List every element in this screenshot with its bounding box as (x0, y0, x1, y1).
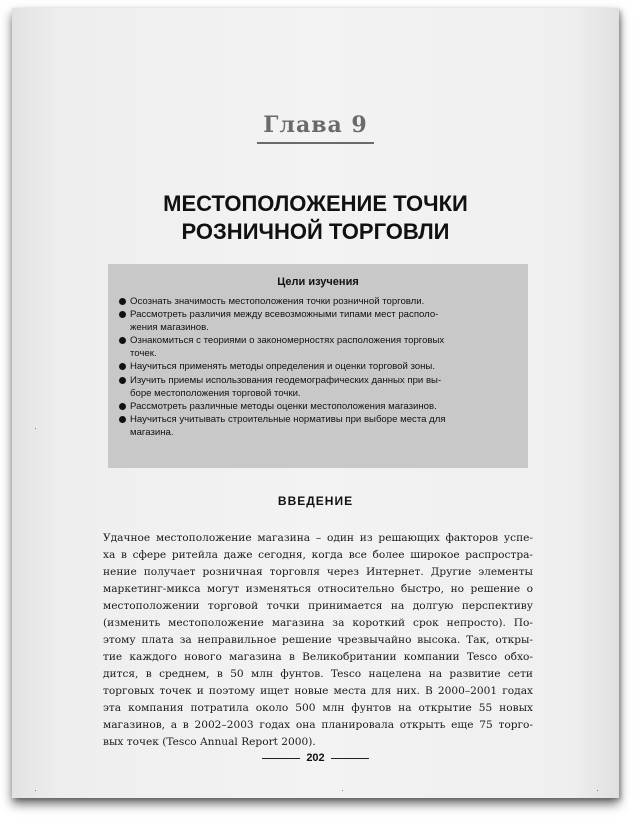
body-line: эта компания потратила около 500 млн фунтов на открытие 55 новых (103, 702, 533, 714)
chapter-title-line: МЕСТОПОЛОЖЕНИЕ ТОЧКИ (163, 191, 468, 216)
learning-goals-list (118, 295, 518, 439)
bullet-icon (119, 337, 126, 344)
goal-line: Научиться применять методы определения и оценки торговой зоны. (130, 361, 435, 373)
body-line: этому плата за неправильное решение чрезвычайно высока. Так, откры- (103, 634, 533, 646)
body-line: маркетинг-микса могут изменяться относительно быстро, но решение о (103, 583, 533, 595)
chapter-title (12, 190, 619, 246)
page-number: 202 (306, 752, 325, 764)
bullet-icon (119, 311, 126, 318)
goal-item (118, 334, 518, 360)
body-line: дится, в среднем, в 50 млн фунтов. Tesco нацелена на развитие сети (103, 668, 533, 680)
bullet-icon (119, 416, 126, 423)
learning-goals-heading: Цели изучения (277, 276, 359, 288)
chapter-label (12, 112, 619, 144)
body-line: торговых точек и поэтому ищет новые места для них. В 2000–2001 годах (103, 685, 533, 697)
goal-line: боре местоположения торговой точки. (130, 387, 301, 399)
crop-mark (342, 790, 343, 791)
body-line: (изменить местоположение магазина за короткий срок непросто). По- (103, 617, 533, 629)
bullet-icon (119, 377, 126, 384)
goal-item (118, 360, 518, 373)
goal-line: Рассмотреть различные методы оценки местоположения магазинов. (130, 400, 437, 412)
goal-item (118, 308, 518, 334)
bullet-icon (119, 298, 126, 305)
book-page (12, 8, 619, 798)
footer-rule-left (262, 758, 300, 759)
body-line: ха в сфере ритейла даже сегодня, когда все более широкое распростра- (103, 549, 533, 561)
goal-line: Ознакомиться с теориями о закономерностях расположения торговых (130, 335, 445, 347)
body-paragraph (103, 530, 533, 751)
goal-line: Осознать значимость местоположения точки розничной торговли. (130, 296, 425, 307)
bullet-icon (119, 363, 126, 370)
crop-mark (35, 428, 36, 429)
goal-line: Рассмотреть различия между всевозможными типами мест располо- (130, 309, 439, 321)
bullet-icon (119, 403, 126, 410)
learning-goals-box (108, 264, 528, 468)
body-line: местоположении торговой точки принимается на долгую перспективу (103, 600, 533, 612)
body-line: тие каждого нового магазина в Великобритании компании Tesco обхо- (103, 651, 533, 663)
chapter-label-text: Глава 9 (257, 112, 373, 144)
goal-item (118, 400, 518, 413)
body-line: нение получает розничная торговля через Интернет. Другие элементы (103, 566, 533, 578)
goal-line: Изучить приемы использования геодемографических данных при вы- (130, 374, 442, 386)
goal-line: точек. (130, 348, 157, 360)
section-heading: ВВЕДЕНИЕ (277, 494, 354, 508)
goal-line: жения магазинов. (130, 322, 209, 334)
crop-mark (35, 790, 36, 791)
footer-rule-right (331, 758, 369, 759)
goal-line: Научиться учитывать строительные нормативы при выборе места для (130, 413, 446, 425)
chapter-title-line: РОЗНИЧНОЙ ТОРГОВЛИ (181, 219, 450, 244)
goal-item (118, 295, 518, 308)
page-footer (12, 752, 619, 764)
goal-item (118, 413, 518, 439)
crop-mark (597, 790, 598, 791)
body-line: магазинов, а в 2002–2003 годах она планировала открыть еще 75 торго- (103, 719, 533, 731)
body-line: вых точек (Tesco Annual Report 2000). (103, 736, 316, 748)
body-line: Удачное местоположение магазина – один из решающих факторов успе- (103, 532, 533, 544)
goal-line: магазина. (130, 426, 174, 438)
goal-item (118, 374, 518, 400)
